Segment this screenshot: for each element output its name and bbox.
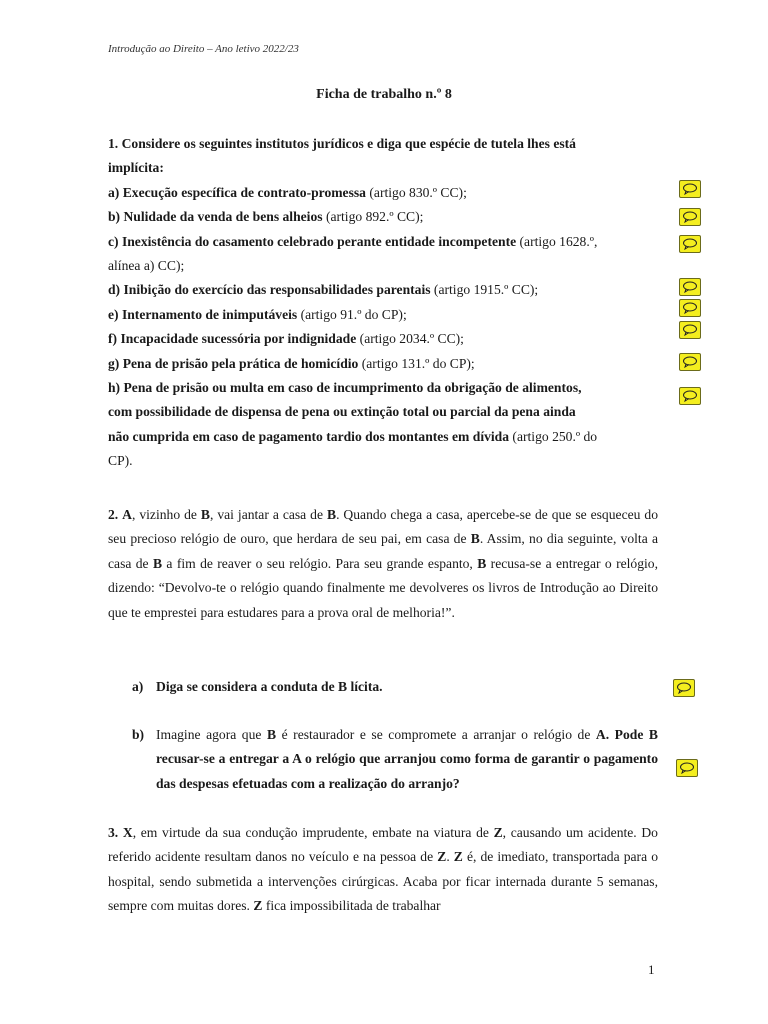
q1-item-c: c) Inexistência do casamento celebrado perante entidade incompetente (artigo 1628.º, (108, 233, 598, 249)
q1-item-c-cont: alínea a) CC); (108, 258, 185, 274)
q1-item-e: e) Internamento de inimputáveis (artigo 91.º do CP); (108, 306, 407, 322)
comment-icon[interactable] (679, 235, 701, 253)
question-3: 3. X, em virtude da sua condução imprudente, embate na viatura de Z, causando um acidente. Do referido acidente resultam danos no veículo e na pessoa de Z. Z é, de imediato, transportada para o hospital, sendo submetida a intervenções cirúrgicas. Acaba por ficar internada durante 5 semanas, sempre com muitas dores. Z fica impossibilitada de trabalhar (108, 825, 658, 914)
q2-sub-b: b) Imagine agora que B é restaurador e se compromete a arranjar o relógio de A. Pode B recusar-se a entregar a A o relógio que arranjou como forma de garantir o pagamento das despesas efetuadas com a realização do arranjo? (132, 727, 658, 791)
question-1 (108, 132, 658, 474)
q2-sub-a: a) Diga se considera a conduta de B lícita. (132, 679, 383, 694)
q1-item-f: f) Incapacidade sucessória por indignidade (artigo 2034.º CC); (108, 331, 464, 347)
q1-item-g: g) Pena de prisão pela prática de homicídio (artigo 131.º do CP); (108, 355, 475, 371)
comment-icon[interactable] (673, 679, 695, 697)
page-number: 1 (648, 962, 655, 977)
q1-item-d: d) Inibição do exercício das responsabilidades parentais (artigo 1915.º CC); (108, 282, 539, 298)
comment-icon[interactable] (679, 208, 701, 226)
running-header: Introdução ao Direito – Ano letivo 2022/23 (108, 43, 299, 55)
comment-icon[interactable] (679, 353, 701, 371)
comment-icon[interactable] (679, 321, 701, 339)
q1-intro-line2: implícita: (108, 160, 164, 176)
q1-item-a: a) Execução específica de contrato-promessa (artigo 830.º CC); (108, 184, 467, 200)
q1-item-h-line3: não cumprida em caso de pagamento tardio dos montantes em dívida (artigo 250.º do (108, 428, 598, 444)
comment-icon[interactable] (679, 299, 701, 317)
q1-item-b: b) Nulidade da venda de bens alheios (artigo 892.º CC); (108, 209, 424, 225)
q1-intro-line1: 1. Considere os seguintes institutos jurídicos e diga que espécie de tutela lhes está (108, 136, 576, 151)
page-title: Ficha de trabalho n.º 8 (316, 87, 452, 102)
q1-item-h-line4: CP). (108, 453, 133, 469)
comment-icon[interactable] (679, 180, 701, 198)
comment-icon[interactable] (679, 387, 701, 405)
comment-icon[interactable] (679, 278, 701, 296)
q1-item-h-line2: com possibilidade de dispensa de pena ou extinção total ou parcial da pena ainda (108, 404, 576, 420)
comment-icon[interactable] (676, 759, 698, 777)
question-2: 2. A, vizinho de B, vai jantar a casa de B. Quando chega a casa, apercebe-se de que se esqueceu do seu precioso relógio de ouro, que herdara de seu pai, em casa de B. Assim, no dia seguinte, volta a casa de B a fim de reaver o seu relógio. Para seu grande espanto, B recusa-se a entregar o relógio, dizendo: “Devolvo-te o relógio quando finalmente me devolveres os livros de Introdução ao Direito que te emprestei para estudares para a prova oral de melhoria!”. (108, 507, 658, 620)
q1-item-h-line1: h) Pena de prisão ou multa em caso de incumprimento da obrigação de alimentos, (108, 380, 582, 396)
